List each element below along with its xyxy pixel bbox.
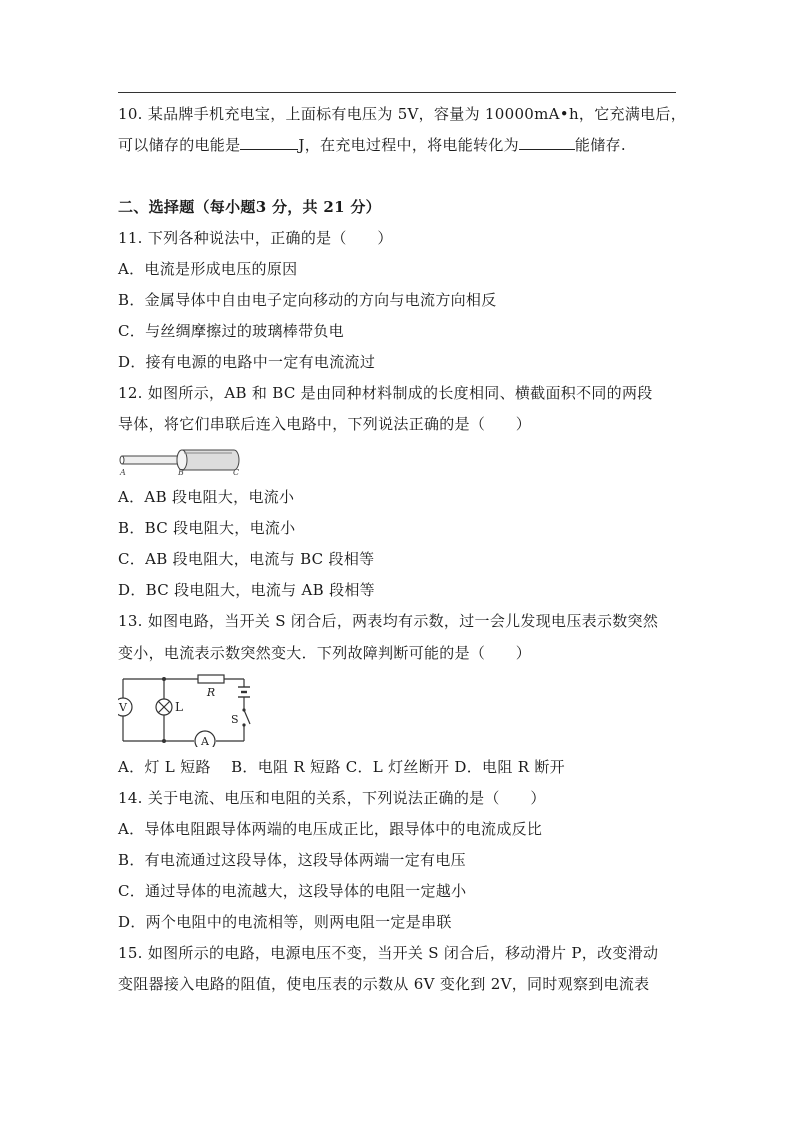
- resistor-label: R: [206, 686, 216, 699]
- ammeter-label: A: [201, 735, 209, 747]
- q14-option-a: A．导体电阻跟导体两端的电压成正比，跟导体中的电流成反比: [118, 820, 543, 838]
- q13-circuit-diagram: [118, 673, 254, 747]
- switch-label: S: [231, 713, 239, 726]
- q11-option-c: C．与丝绸摩擦过的玻璃棒带负电: [118, 322, 344, 340]
- q12-option-d: D．BC 段电阻大，电流与 AB 段相等: [118, 581, 375, 599]
- q10-line-1: 10. 某品牌手机充电宝，上面标有电压为 5V，容量为 10000mA•h，它充满电后，: [118, 105, 687, 123]
- q14-option-d: D．两个电阻中的电流相等，则两电阻一定是串联: [118, 913, 452, 931]
- section-2-heading: 二、选择题（每小题3 分，共 21 分）: [118, 198, 381, 216]
- q12-option-b: B．BC 段电阻大，电流小: [118, 519, 296, 537]
- q10-text-b: J，在充电过程中，将电能转化为: [298, 136, 519, 154]
- label-c: C: [233, 468, 240, 476]
- q12-option-c: C．AB 段电阻大，电流与 BC 段相等: [118, 550, 375, 568]
- q13-options: A．灯 L 短路 B．电阻 R 短路 C．L 灯丝断开 D．电阻 R 断开: [118, 758, 565, 776]
- header-rule: [118, 92, 676, 93]
- q11-option-a: A．电流是形成电压的原因: [118, 260, 298, 278]
- resistor-icon: [198, 675, 224, 683]
- q12-conductor-figure: [118, 446, 244, 476]
- label-b: B: [178, 468, 184, 476]
- q15-line-2: 变阻器接入电路的阻值，使电压表的示数从 6V 变化到 2V，同时观察到电流表: [118, 975, 650, 993]
- q10-blank-form[interactable]: [519, 135, 575, 150]
- lamp-label: L: [175, 700, 183, 714]
- q12-stem-1: 12. 如图所示，AB 和 BC 是由同种材料制成的长度相同、横截面积不同的两段: [118, 384, 653, 402]
- conductor-ab-segment: [122, 456, 182, 464]
- switch-icon: [244, 710, 250, 724]
- label-a: A: [120, 468, 126, 476]
- q10-text-a: 可以储存的电能是: [118, 136, 241, 154]
- q14-option-c: C．通过导体的电流越大，这段导体的电阻一定越小: [118, 882, 467, 900]
- q13-stem-2: 变小，电流表示数突然变大．下列故障判断可能的是（ ）: [118, 644, 532, 662]
- q10-blank-energy[interactable]: [240, 135, 298, 150]
- q11-option-b: B．金属导体中自由电子定向移动的方向与电流方向相反: [118, 291, 497, 309]
- q12-stem-2: 导体，将它们串联后连入电路中，下列说法正确的是（ ）: [118, 415, 532, 433]
- q12-option-a: A．AB 段电阻大，电流小: [118, 488, 295, 506]
- q13-stem-1: 13. 如图电路，当开关 S 闭合后，两表均有示数，过一会儿发现电压表示数突然: [118, 612, 659, 630]
- q15-line-1: 15. 如图所示的电路，电源电压不变，当开关 S 闭合后，移动滑片 P，改变滑动: [118, 944, 659, 962]
- q11-option-d: D．接有电源的电路中一定有电流流过: [118, 353, 376, 371]
- voltmeter-label: V: [119, 701, 127, 714]
- q14-option-b: B．有电流通过这段导体，这段导体两端一定有电压: [118, 851, 466, 869]
- q10-text-c: 能储存.: [574, 136, 626, 154]
- q14-stem: 14. 关于电流、电压和电阻的关系，下列说法正确的是（ ）: [118, 789, 546, 807]
- q10-line-2: [118, 135, 626, 155]
- q11-stem: 11. 下列各种说法中，正确的是（ ）: [118, 229, 393, 247]
